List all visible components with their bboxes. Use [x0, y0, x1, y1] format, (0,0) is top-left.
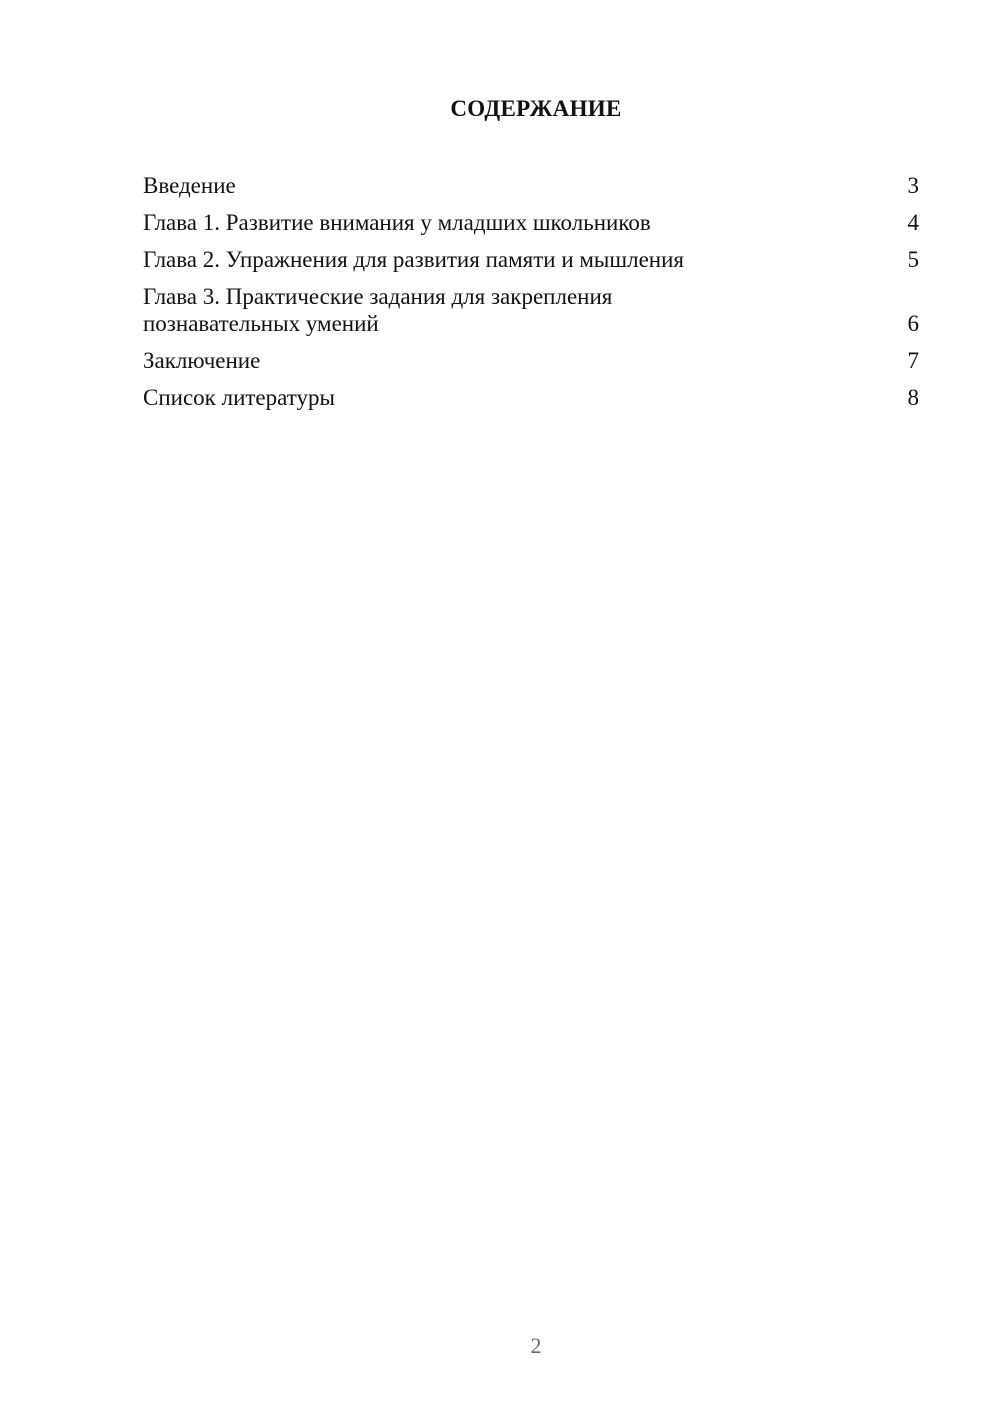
toc-entry-chapter-1 — [143, 209, 919, 236]
toc-entry-label: Глава 2. Упражнения для развития памяти и мышления — [143, 247, 684, 272]
toc-entry-conclusion — [143, 347, 919, 374]
toc-entry-page: 4 — [907, 210, 919, 235]
toc-entry-label: Глава 3. Практические задания для закрепления познавательных умений — [143, 284, 613, 336]
toc-entry-label: Заключение — [143, 348, 261, 373]
toc-entry-chapter-3 — [143, 283, 919, 337]
toc-entry-introduction — [143, 172, 919, 199]
toc-entry-label: Список литературы — [143, 385, 335, 410]
toc-entry-references — [143, 384, 919, 411]
toc-entry-label: Введение — [143, 173, 236, 198]
toc-entry-label: Глава 1. Развитие внимания у младших школьников — [143, 210, 651, 235]
toc-entry-page: 7 — [907, 348, 919, 373]
toc-list — [143, 172, 919, 421]
toc-title: СОДЕРЖАНИЕ — [450, 96, 622, 121]
toc-entry-chapter-2 — [143, 246, 919, 273]
toc-entry-page: 8 — [907, 385, 919, 410]
page-number: 2 — [530, 1333, 542, 1358]
toc-entry-page: 6 — [907, 311, 919, 336]
toc-entry-page: 3 — [907, 173, 919, 198]
toc-entry-page: 5 — [907, 247, 919, 272]
